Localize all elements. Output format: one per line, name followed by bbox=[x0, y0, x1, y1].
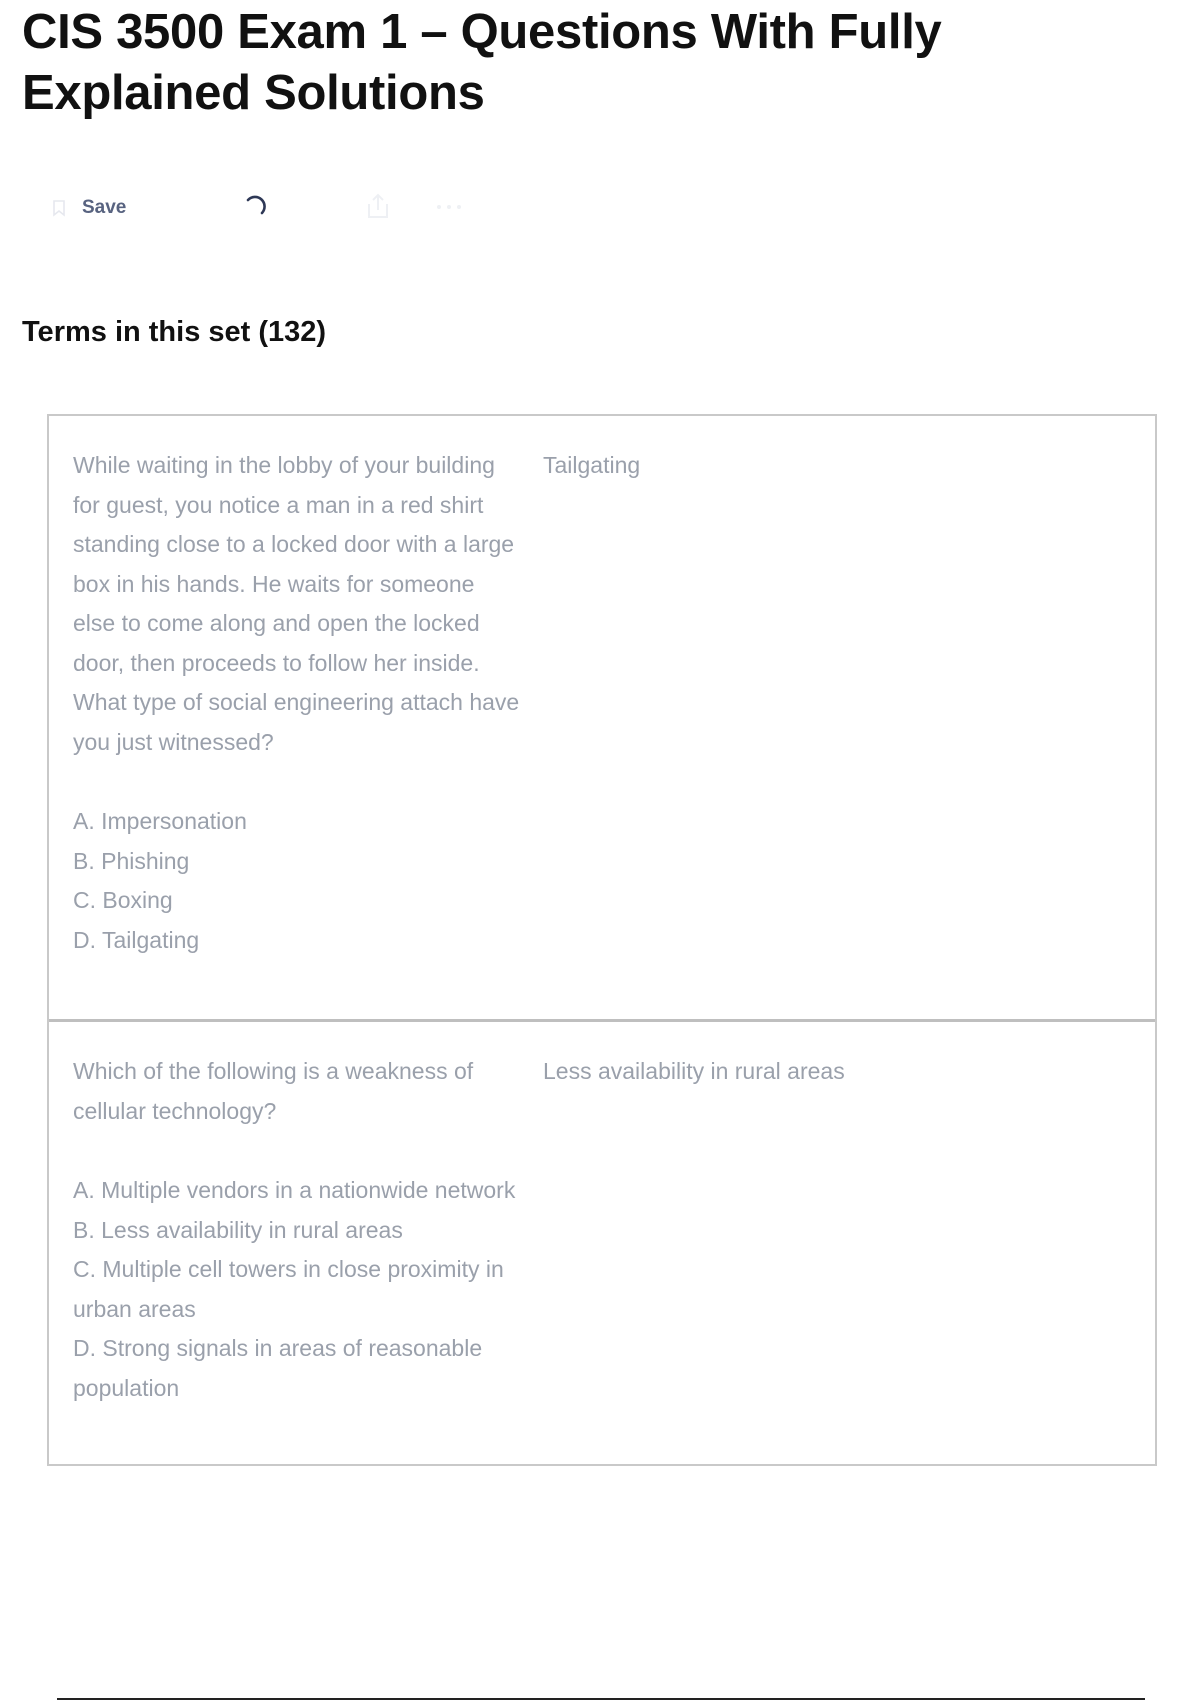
more-options-icon bbox=[434, 199, 464, 217]
share-icon bbox=[364, 191, 392, 226]
bookmark-icon bbox=[50, 199, 68, 217]
answer-option: A. Multiple vendors in a nationwide network bbox=[73, 1177, 516, 1203]
answer-option: B. Phishing bbox=[73, 847, 190, 874]
save-label: Save bbox=[82, 197, 127, 218]
term-definition: Tailgating bbox=[543, 452, 641, 478]
term-question bbox=[73, 1052, 521, 1440]
term-definition: Less availability in rural areas bbox=[543, 1058, 845, 1084]
question-text: While waiting in the lobby of your building for guest, you notice a man in a red shirt standing close to a locked door with a large box in his hands. He waits for someone else to come along and open the locked door, then proceeds to follow her inside. What type of social engineering attach have you just witnessed? bbox=[73, 452, 520, 755]
answer-option: C. Multiple cell towers in close proximity in urban areas bbox=[73, 1256, 504, 1322]
question-text: Which of the following is a weakness of cellular technology? bbox=[73, 1058, 474, 1124]
terms-heading: Terms in this set (132) bbox=[22, 316, 327, 348]
answer-option: D. Tailgating bbox=[73, 926, 200, 953]
answer-option: A. Impersonation bbox=[73, 808, 247, 834]
set-toolbar bbox=[50, 186, 510, 230]
save-button[interactable] bbox=[50, 186, 126, 230]
page-title: CIS 3500 Exam 1 – Questions With Fully Explained Solutions bbox=[22, 5, 942, 120]
term-question bbox=[73, 446, 521, 995]
answer-option: D. Strong signals in areas of reasonable population bbox=[73, 1335, 483, 1401]
more-options-button[interactable] bbox=[434, 186, 464, 230]
spinner-icon bbox=[240, 186, 270, 230]
terms-list bbox=[47, 414, 1157, 1466]
answer-option: B. Less availability in rural areas bbox=[73, 1216, 403, 1243]
term-card[interactable] bbox=[49, 1019, 1155, 1464]
share-button[interactable] bbox=[364, 186, 392, 230]
term-card[interactable] bbox=[49, 416, 1155, 1019]
answer-option: C. Boxing bbox=[73, 887, 173, 913]
